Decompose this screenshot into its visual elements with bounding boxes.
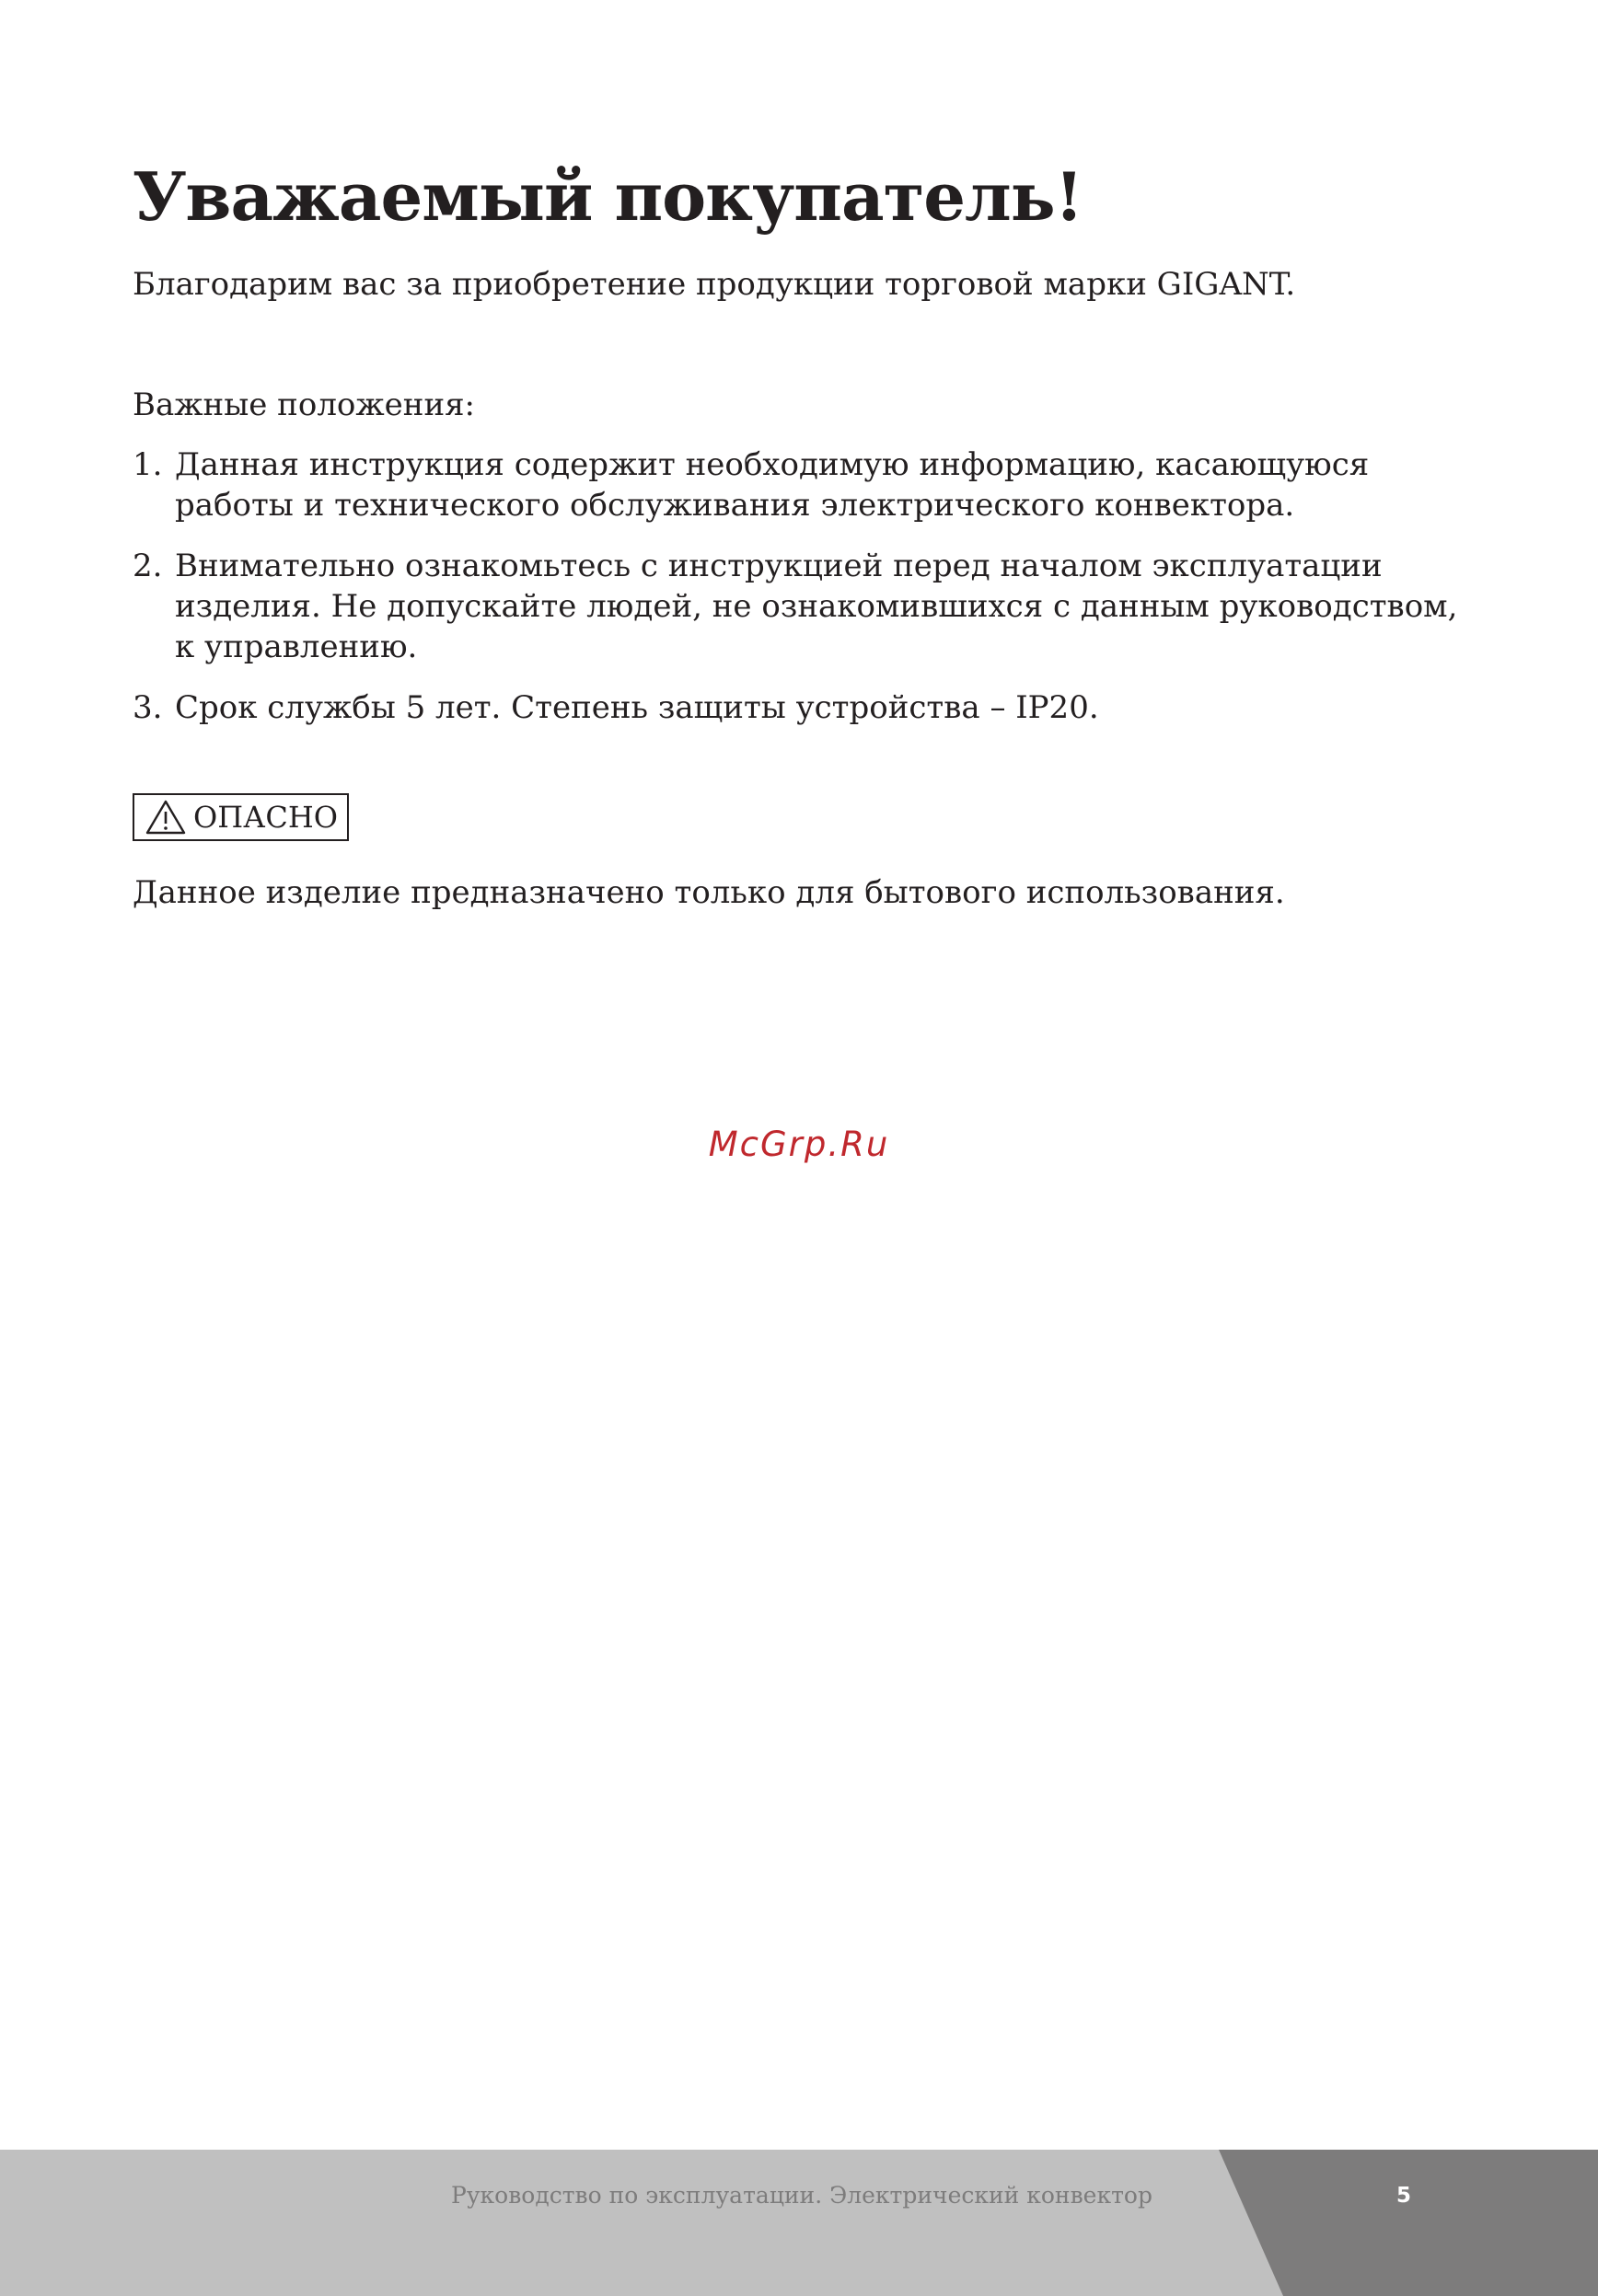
list-item [133,546,1476,667]
list-item-text: Срок службы 5 лет. Степень защиты устройства – IP20. [175,689,1099,726]
usage-note: Данное изделие предназначено только для бытового использования. [133,874,1285,911]
important-provisions-heading: Важные положения: [133,387,476,423]
provisions-list [133,444,1476,748]
footer-caption: Руководство по эксплуатации. Электрический конвектор [451,2182,1152,2209]
list-item-number: 1. [133,446,163,483]
warning-triangle-icon [145,800,186,835]
list-item [133,687,1476,728]
page-number: 5 [1395,2184,1411,2208]
footer-band [0,2150,1598,2296]
intro-text: Благодарим вас за приобретение продукции торговой марки GIGANT. [133,266,1296,303]
watermark: McGrp.Ru [708,1125,890,1164]
list-item-number: 3. [133,689,163,726]
danger-label: ОПАСНО [193,800,338,835]
danger-badge [133,793,349,841]
list-item-number: 2. [133,548,163,584]
list-item-text: Данная инструкция содержит необходимую информацию, касающуюся работы и технического обслуживания электрического конвектора. [175,446,1370,524]
page-title: Уважаемый покупатель! [133,157,1083,236]
list-item-text: Внимательно ознакомьтесь с инструкцией перед началом эксплуатации изделия. Не допускайте людей, не ознакомившихся с данным руководством, к управлению. [175,548,1458,665]
list-item [133,444,1476,525]
